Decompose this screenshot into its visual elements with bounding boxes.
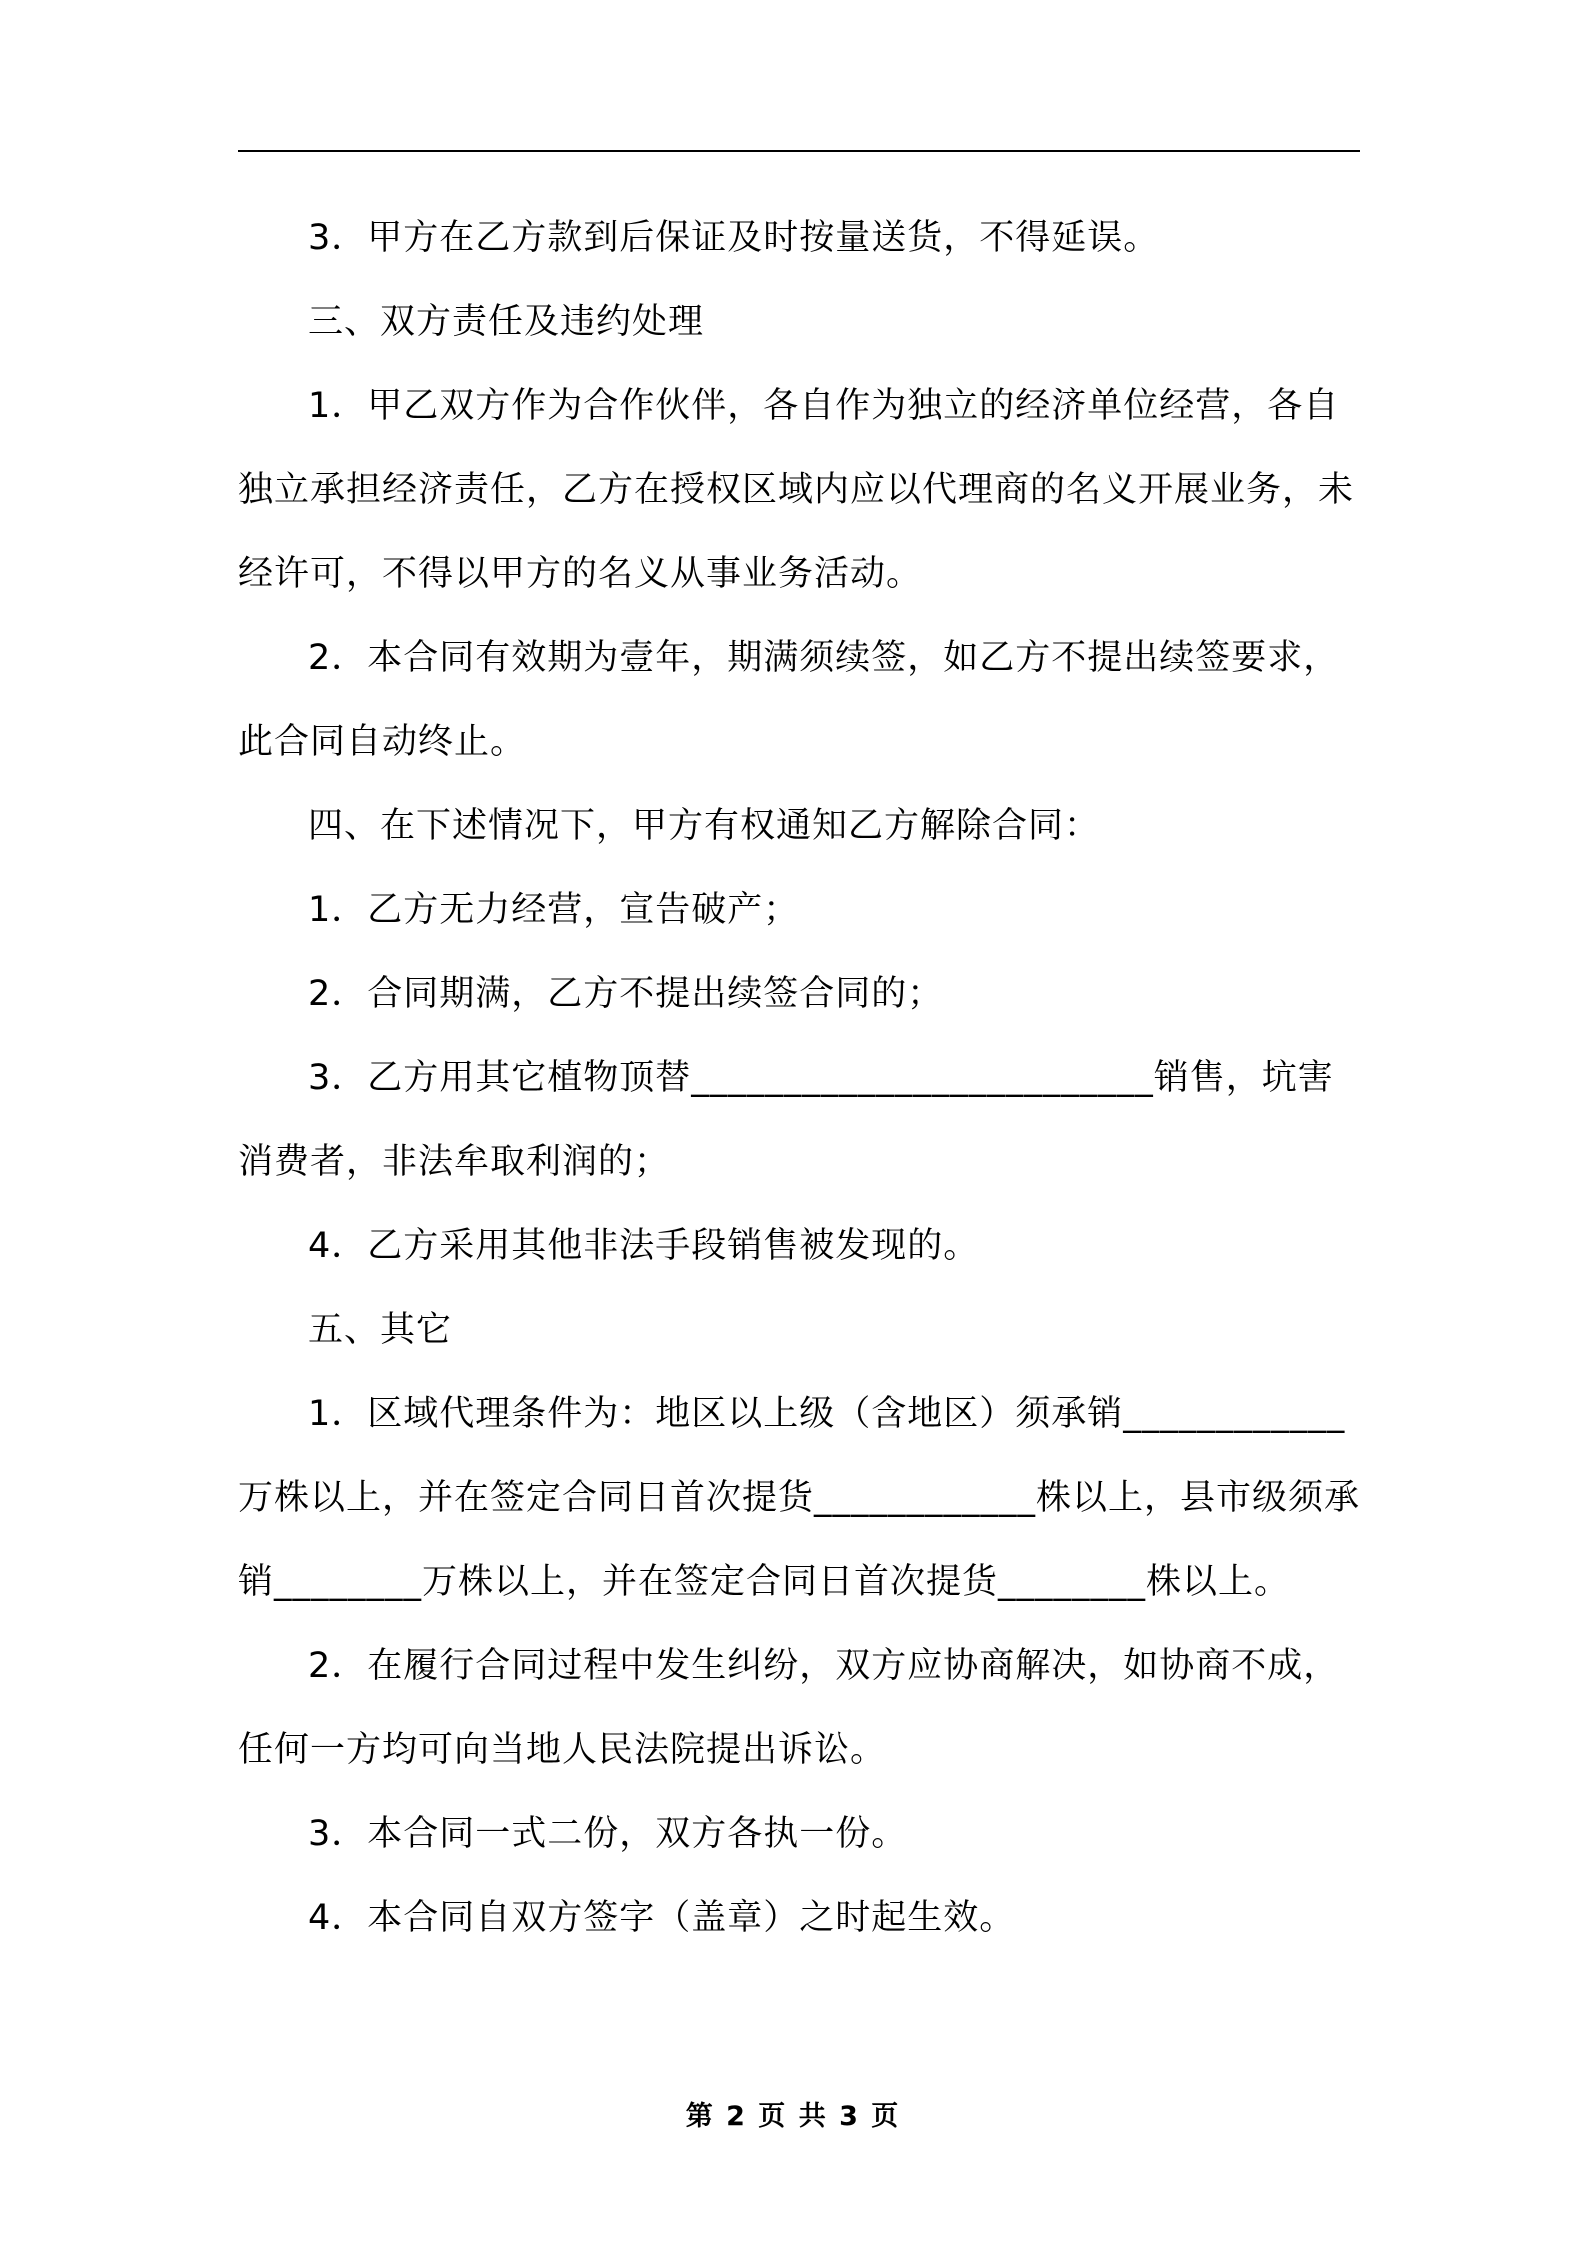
clause-paragraph: 3．本合同一式二份，双方各执一份。	[308, 1814, 908, 1854]
clause-paragraph: 1．区域代理条件为：地区以上级（含地区）须承销____________万株以上，并在签定合同日首次提货____________株以上，县市级须承销________万株以上，并在签定合同日首次提货________株以上。	[238, 1394, 1361, 1602]
clause-paragraph: 1．甲乙双方作为合作伙伴，各自作为独立的经济单位经营，各自独立承担经济责任，乙方在授权区域内应以代理商的名义开展业务，未经许可，不得以甲方的名义从事业务活动。	[238, 386, 1355, 594]
section-heading: 三、双方责任及违约处理	[308, 302, 705, 342]
section-heading: 四、在下述情况下，甲方有权通知乙方解除合同：	[308, 806, 1101, 846]
clause-paragraph: 1．乙方无力经营，宣告破产；	[308, 890, 800, 930]
clause-paragraph: 3．乙方用其它植物顶替_________________________销售，坑害消费者，非法牟取利润的；	[238, 1058, 1334, 1182]
clause-paragraph: 2．在履行合同过程中发生纠纷，双方应协商解决，如协商不成，任何一方均可向当地人民法院提出诉讼。	[238, 1646, 1340, 1770]
section-heading: 五、其它	[308, 1310, 453, 1350]
clause-paragraph: 2．合同期满，乙方不提出续签合同的；	[308, 974, 944, 1014]
page-number: 第 2 页 共 3 页	[685, 2101, 901, 2132]
clause-paragraph: 2．本合同有效期为壹年，期满须续签，如乙方不提出续签要求，此合同自动终止。	[238, 638, 1340, 762]
document-body	[238, 196, 1360, 1960]
header-rule	[238, 150, 1360, 152]
clause-paragraph: 4．本合同自双方签字（盖章）之时起生效。	[308, 1898, 1016, 1938]
clause-paragraph: 3．甲方在乙方款到后保证及时按量送货，不得延误。	[308, 218, 1160, 258]
clause-paragraph: 4．乙方采用其他非法手段销售被发现的。	[308, 1226, 980, 1266]
